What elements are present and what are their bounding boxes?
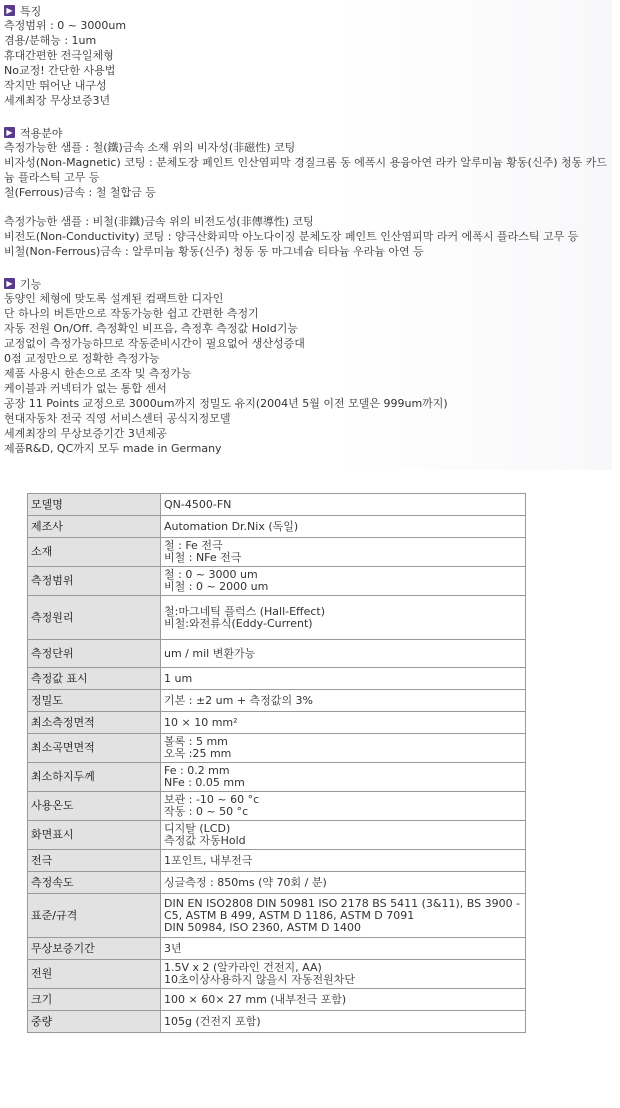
spec-value-line: 비철:와전류식(Eddy-Current): [164, 616, 313, 630]
spec-key: 화면표시: [28, 821, 161, 850]
spec-value-line: DIN 50984, ISO 2360, ASTM D 1400: [164, 920, 361, 934]
spec-value: [161, 894, 526, 938]
spec-value: [161, 763, 526, 792]
spec-value-line: 싱글측정 : 850ms (약 70회 / 분): [164, 875, 327, 889]
features-heading: 특징: [20, 4, 42, 18]
spec-row: [28, 690, 526, 712]
spec-value: [161, 821, 526, 850]
spec-key: 측정범위: [28, 567, 161, 596]
arrow-bullet-icon: ▶: [4, 5, 15, 16]
functions-heading: 기능: [20, 277, 42, 291]
spec-row: [28, 821, 526, 850]
spec-value-line: 10초이상사용하지 않을시 자동전원차단: [164, 973, 356, 986]
spec-row: [28, 640, 526, 668]
feature-item: 휴대간편한 전극일체형: [4, 49, 114, 62]
function-item: 세계최장의 무상보증기간 3년제공: [4, 427, 167, 440]
spec-value-line: 100 × 60× 27 mm (내부전극 포함): [164, 992, 347, 1006]
spec-value: [161, 596, 526, 640]
features-header: [4, 3, 612, 18]
function-item: 동양인 체형에 맞도록 설계된 컴팩트한 디자인: [4, 292, 224, 305]
spec-value-line: 105g (건전지 포함): [164, 1014, 261, 1028]
spec-table: [27, 493, 526, 1033]
spec-row: [28, 712, 526, 734]
feature-item: 측정범위 : 0 ~ 3000um: [4, 19, 127, 32]
function-item: 현대자동차 전국 직영 서비스센터 공식지정모델: [4, 412, 231, 425]
spec-value: [161, 1011, 526, 1033]
application-item: 비전도(Non-Conductivity) 코팅 : 양극산화피막 아노다이징 분체도장 페인트 인산염피막 라커 에폭시 플라스틱 고무 등: [4, 230, 579, 243]
spec-value: [161, 567, 526, 596]
function-item: 제품 사용시 한손으로 조작 및 측정가능: [4, 367, 192, 380]
spec-row: [28, 538, 526, 567]
applications-section: [4, 125, 612, 259]
spec-row: [28, 763, 526, 792]
function-item: 자동 전원 On/Off. 측정확인 비프음, 측정후 측정값 Hold기능: [4, 322, 298, 335]
spec-row: [28, 938, 526, 960]
spec-row: [28, 596, 526, 640]
arrow-bullet-icon: ▶: [4, 127, 15, 138]
spec-value: [161, 792, 526, 821]
spec-value-line: 기본 : ±2 um + 측정값의 3%: [164, 693, 314, 707]
spec-row: [28, 734, 526, 763]
function-item: 케이블과 커넥터가 없는 통합 센서: [4, 382, 167, 395]
spec-value: [161, 538, 526, 567]
spec-value-line: QN-4500-FN: [164, 497, 232, 511]
functions-section: [4, 276, 612, 456]
application-item: 철(Ferrous)금속 : 철 철합금 등: [4, 186, 156, 199]
spec-value: [161, 516, 526, 538]
spec-key: 크기: [28, 989, 161, 1011]
features-section: [4, 3, 612, 108]
spec-row: [28, 494, 526, 516]
spec-value: [161, 734, 526, 763]
spec-key: 측정속도: [28, 872, 161, 894]
spec-value-line: 작동 : 0 ~ 50 °c: [164, 805, 249, 818]
spec-value: [161, 640, 526, 668]
application-item: 비자성(Non-Magnetic) 코팅 : 분체도장 페인트 인산염피막 경질크롬 동 에폭시 용융아연 라카 알루미늄 황동(신주) 청동 카드늄 플라스틱 고무 등: [4, 156, 608, 184]
arrow-bullet-icon: ▶: [4, 278, 15, 289]
function-item: 0점 교정만으로 정확한 측정가능: [4, 352, 160, 365]
spec-row: [28, 668, 526, 690]
spec-value-line: 1.5V x 2 (알카라인 건전지, AA): [164, 961, 322, 974]
applications-header: [4, 125, 612, 140]
spec-value-line: 철:마그네틱 플럭스 (Hall-Effect): [164, 604, 326, 618]
spec-value: [161, 960, 526, 989]
function-item: 제품R&D, QC까지 모두 made in Germany: [4, 442, 222, 455]
spec-value-line: 오목 :25 mm: [164, 747, 232, 760]
spec-value: [161, 989, 526, 1011]
spec-value-line: 보관 : -10 ~ 60 °c: [164, 793, 260, 806]
spec-key: 최소측정면적: [28, 712, 161, 734]
spec-value: [161, 850, 526, 872]
function-item: 교정없이 측정가능하므로 작동준비시간이 필요없어 생산성증대: [4, 337, 305, 350]
description-panel: [0, 0, 612, 470]
spec-row: [28, 792, 526, 821]
spec-value-line: 10 × 10 mm²: [164, 715, 238, 729]
spec-value-line: NFe : 0.05 mm: [164, 776, 245, 789]
spec-key: 측정원리: [28, 596, 161, 640]
spec-row: [28, 872, 526, 894]
application-item: 측정가능한 샘플 : 철(鐵)금속 소재 위의 비자성(非磁性) 코팅: [4, 141, 296, 154]
spec-key: 정밀도: [28, 690, 161, 712]
feature-item: 겸용/분해능 : 1um: [4, 34, 97, 47]
spec-value-line: 철 : Fe 전극: [164, 539, 223, 552]
spec-value-line: 볼록 : 5 mm: [164, 735, 228, 748]
spec-key: 소재: [28, 538, 161, 567]
feature-item: No교정! 간단한 사용법: [4, 64, 116, 77]
spec-value-line: um / mil 변환가능: [164, 646, 256, 660]
spec-value: [161, 872, 526, 894]
spec-row: [28, 960, 526, 989]
spec-value-line: DIN EN ISO2808 DIN 50981 ISO 2178 BS 5411 (3&11), BS 3900 - C5, ASTM B 499, ASTM D 1186, ASTM D 7091: [164, 896, 521, 922]
spec-key: 최소곡면면적: [28, 734, 161, 763]
spec-value: [161, 712, 526, 734]
spec-value: [161, 494, 526, 516]
spec-key: 측정값 표시: [28, 668, 161, 690]
spec-row: [28, 989, 526, 1011]
spec-key: 모델명: [28, 494, 161, 516]
spec-value: [161, 668, 526, 690]
spec-key: 제조사: [28, 516, 161, 538]
feature-item: 작지만 뛰어난 내구성: [4, 79, 107, 92]
spec-row: [28, 567, 526, 596]
spec-key: 중량: [28, 1011, 161, 1033]
spec-value-line: 철 : 0 ~ 3000 um: [164, 568, 258, 581]
application-item: 측정가능한 샘플 : 비철(非鐵)금속 위의 비전도성(非傳導性) 코팅: [4, 215, 314, 228]
spec-key: 최소하지두께: [28, 763, 161, 792]
spec-value: [161, 938, 526, 960]
spec-key: 전극: [28, 850, 161, 872]
function-item: 공장 11 Points 교정으로 3000um까지 정밀도 유지(2004년 5월 이전 모델은 999um까지): [4, 397, 448, 410]
spec-key: 전원: [28, 960, 161, 989]
spec-key: 표준/규격: [28, 894, 161, 938]
spec-row: [28, 516, 526, 538]
spec-value: [161, 690, 526, 712]
spec-value-line: 1포인트, 내부전극: [164, 853, 253, 867]
function-item: 단 하나의 버튼만으로 작동가능한 쉽고 간편한 측정기: [4, 307, 259, 320]
spec-key: 사용온도: [28, 792, 161, 821]
spec-value-line: 디지탈 (LCD): [164, 822, 231, 835]
spec-value-line: Fe : 0.2 mm: [164, 764, 230, 777]
application-item: 비철(Non-Ferrous)금속 : 알루미늄 황동(신주) 청동 동 마그네슘 티타늄 우라늄 아연 등: [4, 245, 424, 258]
spec-key: 측정단위: [28, 640, 161, 668]
spec-value-line: 측정값 자동Hold: [164, 834, 246, 847]
spec-value-line: 1 um: [164, 671, 193, 685]
spec-row: [28, 850, 526, 872]
feature-item: 세계최장 무상보증3년: [4, 94, 111, 107]
spec-row: [28, 1011, 526, 1033]
spec-value-line: 비철 : NFe 전극: [164, 551, 242, 564]
spec-row: [28, 894, 526, 938]
spec-value-line: 비철 : 0 ~ 2000 um: [164, 580, 269, 593]
functions-header: [4, 276, 612, 291]
spec-key: 무상보증기간: [28, 938, 161, 960]
spec-value-line: 3년: [164, 941, 182, 955]
applications-heading: 적용분야: [20, 126, 63, 140]
spec-value-line: Automation Dr.Nix (독일): [164, 519, 299, 533]
